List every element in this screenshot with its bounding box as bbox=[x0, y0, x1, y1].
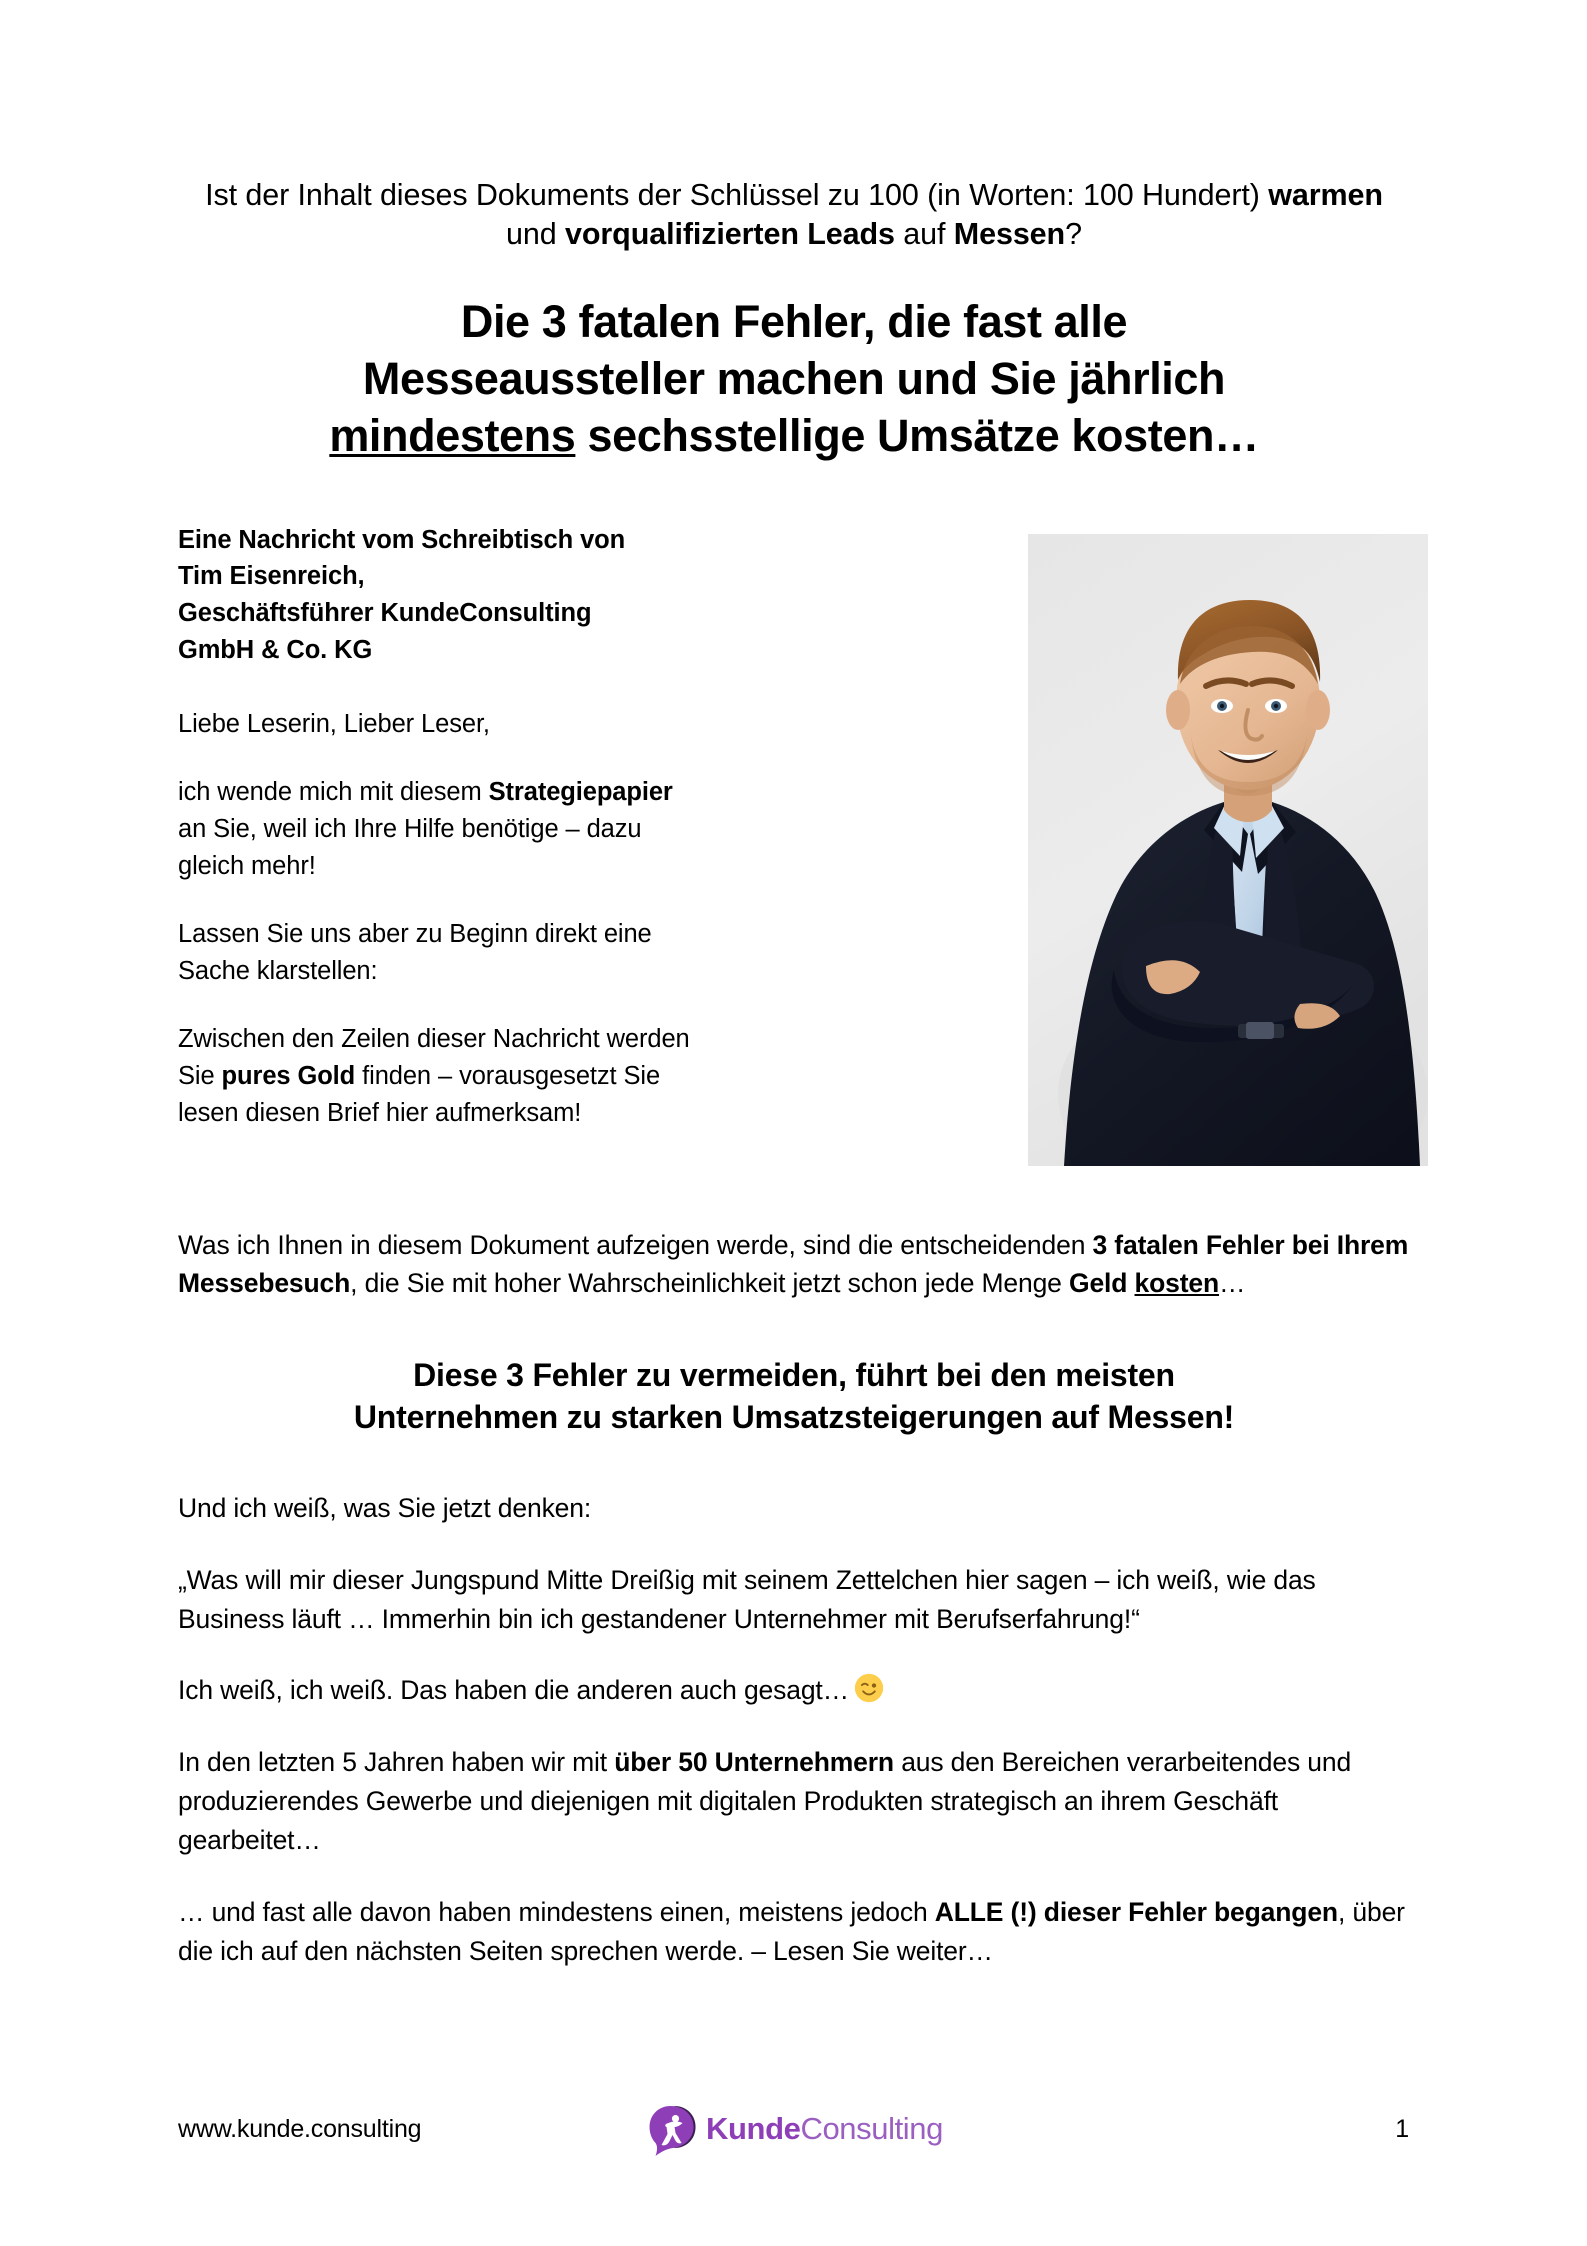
signature-line-4: GmbH & Co. KG bbox=[178, 635, 373, 664]
pre-headline bbox=[178, 176, 1410, 253]
company-logo bbox=[644, 2101, 943, 2157]
pre-headline-part3: auf bbox=[894, 216, 954, 251]
headline-line-2: Messeaussteller machen und Sie jährlich bbox=[362, 353, 1226, 405]
pre-headline-part1: Ist der Inhalt dieses Dokuments der Schlüssel zu 100 (in Worten: 100 Hundert) bbox=[205, 178, 1269, 212]
intro-p1-bold: Strategiepapier bbox=[488, 778, 673, 807]
section-subheadline bbox=[178, 1355, 1410, 1438]
body-p1-c: … bbox=[1219, 1268, 1246, 1299]
intro-p1-b: an Sie, weil ich Ihre Hilfe benötige – dazu gleich mehr! bbox=[178, 815, 642, 881]
pre-headline-bold-warmen: warmen bbox=[1268, 178, 1383, 212]
body-p5-a: In den letzten 5 Jahren haben wir mit bbox=[178, 1747, 615, 1778]
body-p1-b: , die Sie mit hoher Wahrscheinlichkeit jetzt schon jede Menge bbox=[350, 1268, 1069, 1299]
winking-face-icon bbox=[854, 1673, 884, 1703]
signature-line-3: Geschäftsführer KundeConsulting bbox=[178, 598, 592, 627]
headline-line-3-rest: sechsstellige Umsätze kosten… bbox=[575, 409, 1259, 461]
body-p4-text: Ich weiß, ich weiß. Das haben die anderen auch gesagt… bbox=[178, 1675, 849, 1706]
body-p1-bold-geld: Geld bbox=[1069, 1268, 1135, 1299]
page-title bbox=[178, 294, 1410, 464]
body-paragraph-1 bbox=[178, 1226, 1410, 1304]
logo-wordmark bbox=[706, 2111, 943, 2147]
pre-headline-part4: ? bbox=[1065, 216, 1082, 251]
body-p6-a: … und fast alle davon haben mindestens einen, meistens jedoch bbox=[178, 1897, 935, 1928]
page-footer bbox=[178, 2100, 1409, 2158]
footer-website-url[interactable]: www.kunde.consulting bbox=[178, 2114, 422, 2143]
intro-paragraph-3 bbox=[178, 1021, 698, 1132]
portrait-photo bbox=[1028, 534, 1428, 1166]
page-content bbox=[178, 0, 1410, 1971]
body-paragraph-2: Und ich weiß, was Sie jetzt denken: bbox=[178, 1492, 592, 1523]
intro-salutation: Liebe Leserin, Lieber Leser, bbox=[178, 710, 490, 739]
body-p1-bold-underlined-kosten: kosten bbox=[1134, 1268, 1220, 1299]
page-number: 1 bbox=[1395, 2114, 1409, 2143]
pre-headline-part2: und bbox=[506, 216, 566, 251]
intro-section bbox=[178, 522, 1410, 1162]
logo-text-consulting: Consulting bbox=[800, 2111, 943, 2146]
headline-line-1: Die 3 fatalen Fehler, die fast alle bbox=[460, 296, 1128, 348]
body-p5-b: aus den Bereichen verarbeitendes und produzierendes Gewerbe und diejenigen mit digitalen Produkten strategisch an ihrem Geschäft gearbeitet… bbox=[178, 1747, 1352, 1856]
signature-block bbox=[178, 522, 698, 669]
intro-p3-bold: pures Gold bbox=[221, 1062, 356, 1091]
speech-bubble-person-icon bbox=[644, 2101, 700, 2157]
body-p6-bold: ALLE (!) dieser Fehler begangen bbox=[934, 1897, 1338, 1928]
body-p1-a: Was ich Ihnen in diesem Dokument aufzeigen werde, sind die entscheidenden bbox=[178, 1229, 1093, 1260]
intro-paragraph-2: Lassen Sie uns aber zu Beginn direkt eine Sache klarstellen: bbox=[178, 920, 652, 986]
intro-paragraph-1 bbox=[178, 774, 698, 885]
pre-headline-bold-messen: Messen bbox=[953, 216, 1066, 251]
intro-p3-a: Zwischen den Zeilen dieser Nachricht werden Sie bbox=[178, 1025, 690, 1091]
signature-line-2: Tim Eisenreich, bbox=[178, 562, 365, 591]
body-p5-bold: über 50 Unternehmern bbox=[614, 1747, 894, 1778]
subheadline-line-1: Diese 3 Fehler zu vermeiden, führt bei den meisten bbox=[413, 1357, 1175, 1394]
body-paragraph-3-quote: „Was will mir dieser Jungspund Mitte Dreißig mit seinem Zettelchen hier sagen – ich weiß, wie das Business läuft … Immerhin bin ich gestandener Unternehmer mit Berufserfahrung!“ bbox=[178, 1564, 1316, 1634]
headline-underlined-mindestens: mindestens bbox=[329, 409, 576, 461]
pre-headline-bold-leads: vorqualifizierten Leads bbox=[565, 216, 895, 251]
body-paragraph-6 bbox=[178, 1893, 1410, 1971]
logo-text-kunde: Kunde bbox=[706, 2111, 801, 2146]
signature-line-1: Eine Nachricht vom Schreibtisch von bbox=[178, 525, 626, 554]
intro-p3-b: finden – vorausgesetzt Sie lesen diesen Brief hier aufmerksam! bbox=[178, 1062, 661, 1128]
body-p6-b: , über die ich auf den nächsten Seiten sprechen werde. – Lesen Sie weiter… bbox=[178, 1897, 1405, 1967]
intro-p1-a: ich wende mich mit diesem bbox=[178, 778, 489, 807]
intro-text-column bbox=[178, 522, 698, 1133]
body-p1-bold-1: 3 fatalen Fehler bei Ihrem Messebesuch bbox=[178, 1229, 1409, 1299]
body-paragraph-4 bbox=[178, 1671, 1410, 1710]
subheadline-line-2: Unternehmen zu starken Umsatzsteigerungen auf Messen! bbox=[353, 1399, 1235, 1436]
body-paragraph-5 bbox=[178, 1743, 1410, 1860]
